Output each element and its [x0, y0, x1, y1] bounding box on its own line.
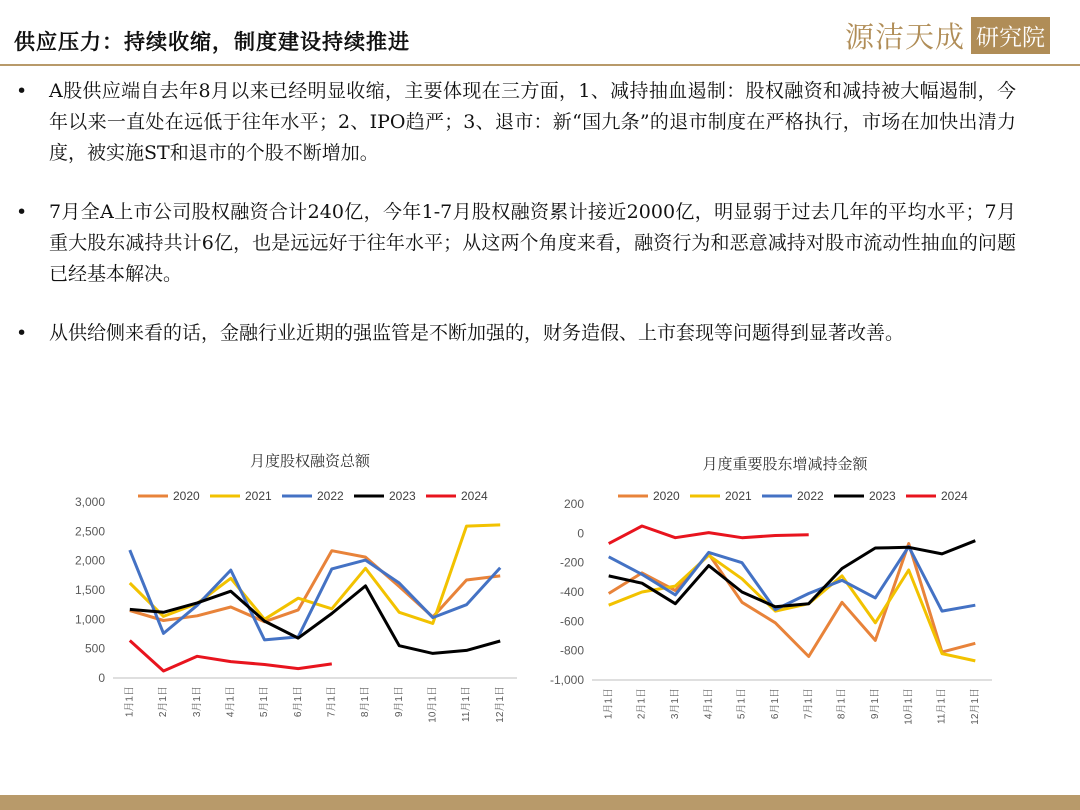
x-tick-label: 9月1日 — [869, 688, 881, 720]
bullet-list — [16, 76, 1016, 377]
x-tick-label: 7月1日 — [326, 686, 338, 718]
y-tick-label: 2,000 — [74, 553, 105, 568]
legend-label: 2020 — [173, 489, 200, 503]
series-line-2021 — [130, 525, 500, 624]
y-tick-label: 1,000 — [74, 612, 105, 627]
series-line-2023 — [130, 586, 500, 654]
legend-label: 2021 — [725, 489, 752, 503]
y-tick-label: 2,500 — [74, 524, 105, 539]
x-tick-label: 12月1日 — [969, 688, 981, 725]
x-tick-label: 10月1日 — [903, 688, 915, 725]
bullet-item — [16, 197, 1016, 290]
x-tick-label: 8月1日 — [360, 686, 372, 718]
legend-label: 2023 — [869, 489, 896, 503]
y-tick-label: -200 — [559, 555, 584, 570]
x-tick-label: 1月1日 — [603, 688, 615, 720]
page-title: 供应压力：持续收缩，制度建设持续推进 — [14, 29, 410, 54]
y-tick-label: -600 — [559, 614, 584, 629]
x-tick-label: 11月1日 — [936, 688, 948, 724]
bullet-item — [16, 318, 1016, 349]
header-divider — [0, 64, 1080, 66]
x-tick-label: 8月1日 — [836, 688, 848, 720]
x-tick-label: 3月1日 — [191, 686, 203, 718]
x-tick-label: 1月1日 — [124, 686, 136, 718]
shareholder-holdings-chart — [540, 470, 1080, 790]
legend-label: 2021 — [245, 489, 272, 503]
x-tick-label: 2月1日 — [158, 686, 170, 718]
y-tick-label: 3,000 — [74, 495, 105, 509]
series-line-2024 — [130, 641, 332, 672]
brand-logo-box: 研究院 — [971, 17, 1050, 54]
bullet-dot-icon: • — [16, 80, 28, 102]
x-tick-label: 2月1日 — [636, 688, 648, 720]
x-tick-label: 4月1日 — [225, 686, 237, 718]
y-tick-label: -1,000 — [549, 673, 584, 687]
equity-financing-chart — [0, 470, 540, 790]
footer-bar — [0, 795, 1080, 810]
chart-title-shareholder-holdings: 月度重要股东增减持金额 — [702, 455, 868, 473]
brand-logo — [845, 14, 1060, 56]
brand-logo-text: 源洁天成 — [845, 19, 966, 54]
x-tick-label: 7月1日 — [803, 688, 815, 720]
bullet-text: 7月全A上市公司股权融资合计240亿，今年1-7月股权融资累计接近2000亿，明显弱于过去几年的平均水平；7月重大股东减持共计6亿，也是远远好于往年水平；从这两个角度来看，融资行为和恶意减持对股市流动性抽血的问题已经基本解决。 — [49, 201, 1016, 285]
x-tick-label: 3月1日 — [669, 688, 681, 720]
y-tick-label: -400 — [559, 585, 584, 599]
y-tick-label: 0 — [98, 671, 105, 685]
bullet-text: A股供应端自去年8月以来已经明显收缩，主要体现在三方面，1、减持抽血遏制：股权融资和减持被大幅遏制，今年以来一直处在远低于往年水平；2、IPO趋严；3、退市：新“国九条”的退市制度在严格执行，市场在加快出清力度，被实施ST和退市的个股不断增加。 — [49, 80, 1016, 164]
x-tick-label: 10月1日 — [427, 686, 439, 723]
bullet-text: 从供给侧来看的话，金融行业近期的强监管是不断加强的，财务造假、上市套现等问题得到显著改善。 — [49, 322, 905, 344]
legend-label: 2024 — [461, 489, 488, 503]
x-tick-label: 6月1日 — [292, 686, 304, 718]
x-tick-label: 4月1日 — [703, 688, 715, 720]
legend-label: 2024 — [941, 489, 968, 503]
bullet-dot-icon: • — [16, 322, 28, 344]
legend-label: 2023 — [389, 489, 416, 503]
x-tick-label: 6月1日 — [769, 688, 781, 720]
y-tick-label: 500 — [84, 641, 105, 656]
y-tick-label: 200 — [563, 497, 584, 511]
y-tick-label: 0 — [577, 526, 584, 541]
y-tick-label: -800 — [559, 643, 584, 658]
chart-title-equity-financing: 月度股权融资总额 — [249, 452, 370, 470]
x-tick-label: 5月1日 — [259, 686, 271, 718]
legend-label: 2022 — [317, 489, 344, 503]
x-tick-label: 9月1日 — [393, 686, 405, 718]
series-line-2024 — [609, 526, 809, 544]
bullet-item — [16, 76, 1016, 169]
x-tick-label: 11月1日 — [461, 686, 473, 722]
legend-label: 2022 — [797, 489, 824, 503]
legend-label: 2020 — [653, 489, 680, 503]
bullet-dot-icon: • — [16, 201, 28, 223]
x-tick-label: 12月1日 — [494, 686, 506, 723]
y-tick-label: 1,500 — [74, 583, 105, 597]
x-tick-label: 5月1日 — [736, 688, 748, 720]
